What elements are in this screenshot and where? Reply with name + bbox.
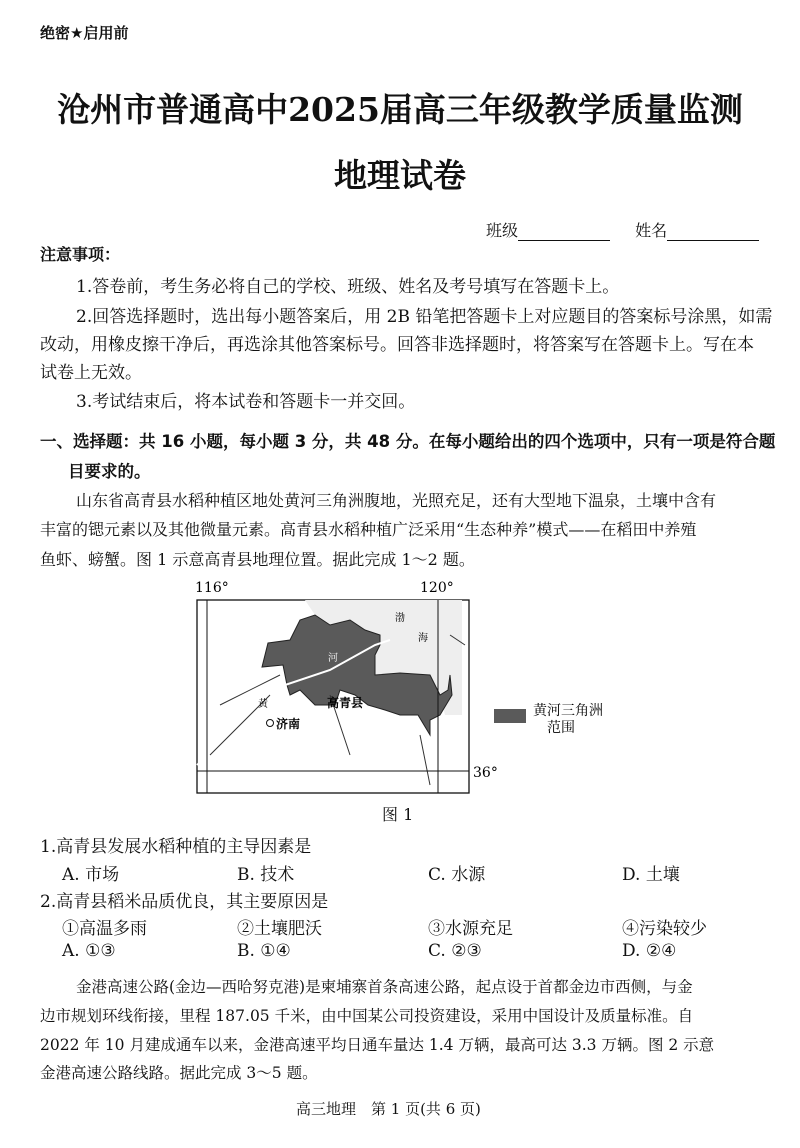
name-label: 姓名 [635,221,668,240]
exam-title: 沧州市普通高中2025届高三年级教学质量监测 [57,90,743,129]
sea-label-2: 海 [418,633,428,644]
section-heading: 一、选择题：共 16 小题，每小题 3 分，共 48 分。在每小题给出的四个选项中，只有一项是符合题 [40,432,776,451]
figure1-map [190,575,650,800]
passage-line: 鱼虾、螃蟹。图 1 示意高青县地理位置。据此完成 1～2 题。 [40,550,475,569]
passage-line: 边市规划环线衔接，里程 187.05 千米，由中国某公司投资建设，采用中国设计及质量标准。自 [40,1007,694,1025]
option-a: A. 市场 [62,865,120,885]
passage-line: 山东省高青县水稻种植区地处黄河三角洲腹地，光照充足，还有大型地下温泉，土壤中含有 [76,491,717,510]
legend-swatch [494,709,526,723]
page-footer: 高三地理 第 1 页(共 6 页) [296,1100,481,1118]
class-label: 班级 [486,221,519,240]
name-field[interactable] [667,226,759,241]
secret-label: 绝密★启用前 [40,24,129,42]
notice-line: 试卷上无效。 [40,363,142,383]
notice-line: 3.考试结束后，将本试卷和答题卡一并交回。 [76,392,416,412]
notice-line: 1.答卷前，考生务必将自己的学校、班级、姓名及考号填写在答题卡上。 [76,277,620,297]
passage-line: 丰富的锶元素以及其他微量元素。高青县水稻种植广泛采用“生态种养”模式——在稻田中养殖 [40,520,697,539]
legend-label: 黄河三角洲 [533,703,603,719]
option-c: C. ②③ [428,941,482,961]
statement-item: ①高温多雨 [62,919,147,939]
student-fields [486,218,759,241]
statement-item: ②土壤肥沃 [237,919,322,939]
lat-label: 36° [473,765,498,781]
passage-line: 金港高速公路(金边—西哈努克港)是柬埔寨首条高速公路，起点设于首都金边市西侧，与金 [76,978,693,996]
county-label: 高青县 [327,696,364,710]
passage-line: 金港高速公路线路。据此完成 3～5 题。 [40,1064,318,1082]
section-heading: 目要求的。 [68,462,151,481]
sea-label-1: 渤 [395,613,405,624]
lon-left-label: 116° [195,580,229,596]
legend-label: 范围 [547,720,575,736]
option-d: D. ②④ [622,941,677,961]
question-stem: 1.高青县发展水稻种植的主导因素是 [40,837,312,857]
notice-line: 改动，用橡皮擦干净后，再选涂其他答案标号。回答非选择题时，将答案写在答题卡上。写在本 [40,335,754,355]
statement-item: ④污染较少 [622,919,707,939]
exam-subtitle: 地理试卷 [334,156,466,195]
lon-right-label: 120° [420,580,454,596]
figure-caption: 图 1 [382,805,414,824]
option-d: D. 土壤 [622,865,680,885]
option-c: C. 水源 [428,865,486,885]
option-b: B. ①④ [237,941,291,961]
option-a: A. ①③ [62,941,116,961]
notice-heading: 注意事项： [40,245,121,264]
river-label-2: 黄 [258,699,268,710]
class-field[interactable] [518,226,610,241]
notice-line: 2.回答选择题时，选出每小题答案后，用 2B 铅笔把答题卡上对应题目的答案标号涂黑，如需 [76,307,773,327]
river-label-1: 河 [328,653,338,664]
option-b: B. 技术 [237,865,295,885]
city-label: 济南 [276,717,301,731]
passage-line: 2022 年 10 月建成通车以来，金港高速平均日通车量达 1.4 万辆，最高可达 3.3 万辆。图 2 示意 [40,1036,715,1054]
question-stem: 2.高青县稻米品质优良，其主要原因是 [40,892,329,912]
statement-item: ③水源充足 [428,919,513,939]
